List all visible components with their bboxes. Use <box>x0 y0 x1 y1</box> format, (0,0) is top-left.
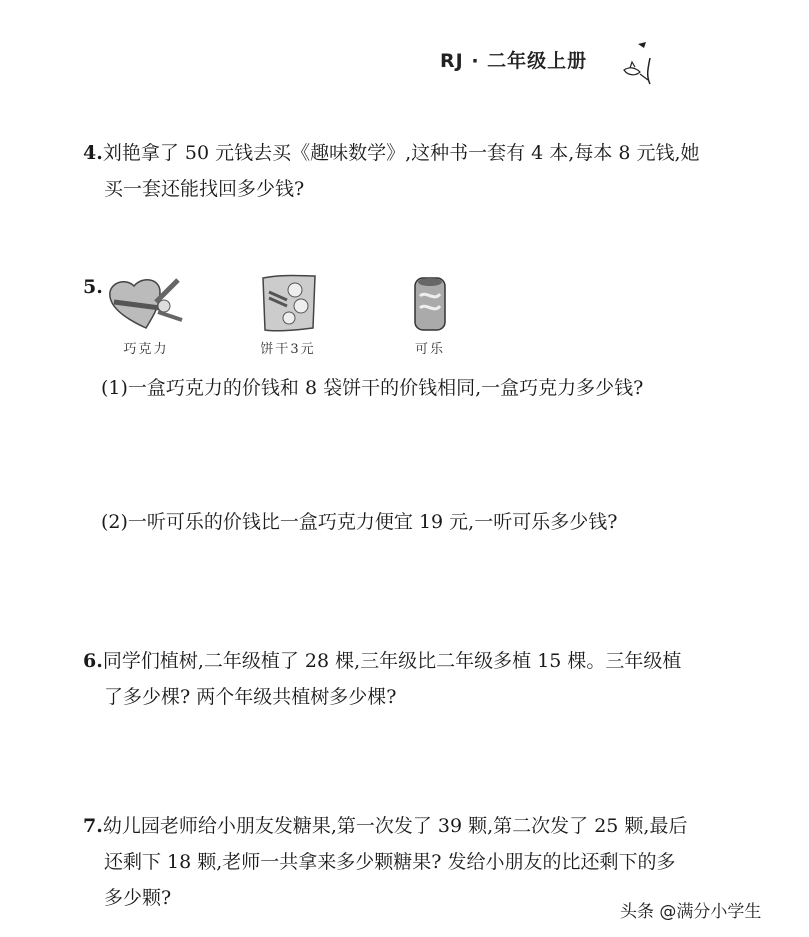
question-5-illustrations <box>83 272 483 367</box>
question-4 <box>83 135 723 207</box>
watermark: 头条 @满分小学生 <box>620 902 762 922</box>
question-5-part-1: (1)一盒巧克力的价钱和 8 袋饼干的价钱相同,一盒巧克力多少钱? <box>101 377 644 399</box>
item-chocolate <box>101 272 191 357</box>
question-text: 刘艳拿了 50 元钱去买《趣味数学》,这种书一套有 4 本,每本 8 元钱,她 <box>102 142 700 164</box>
item-label: 饼干3元 <box>260 342 316 357</box>
item-label: 巧克力 <box>123 342 169 357</box>
question-number: 5. <box>83 276 103 298</box>
question-number: 6. <box>83 650 103 672</box>
question-6 <box>83 643 723 715</box>
biscuit-bag-icon <box>253 272 323 334</box>
page-header: RJ · 二年级上册 <box>440 50 588 72</box>
question-5-part-2: (2)一听可乐的价钱比一盒巧克力便宜 19 元,一听可乐多少钱? <box>101 511 618 533</box>
question-text-line3: 多少颗? <box>104 887 172 909</box>
question-text-line2: 买一套还能找回多少钱? <box>104 178 305 200</box>
question-text: 幼儿园老师给小朋友发糖果,第一次发了 39 颗,第二次发了 25 颗,最后 <box>102 815 688 837</box>
item-biscuit <box>243 272 333 357</box>
item-label: 可乐 <box>414 342 445 357</box>
cola-can-icon <box>410 272 450 334</box>
question-text-line2: 了多少棵? 两个年级共植树多少棵? <box>104 686 397 708</box>
question-number: 4. <box>83 142 103 164</box>
question-text: 同学们植树,二年级植了 28 棵,三年级比二年级多植 15 棵。三年级植 <box>102 650 682 672</box>
question-text-line2: 还剩下 18 颗,老师一共拿来多少颗糖果? 发给小朋友的比还剩下的多 <box>104 851 676 873</box>
item-cola <box>395 272 465 357</box>
bird-icon <box>616 40 656 85</box>
chocolate-heart-icon <box>104 272 189 334</box>
question-number: 7. <box>83 815 103 837</box>
